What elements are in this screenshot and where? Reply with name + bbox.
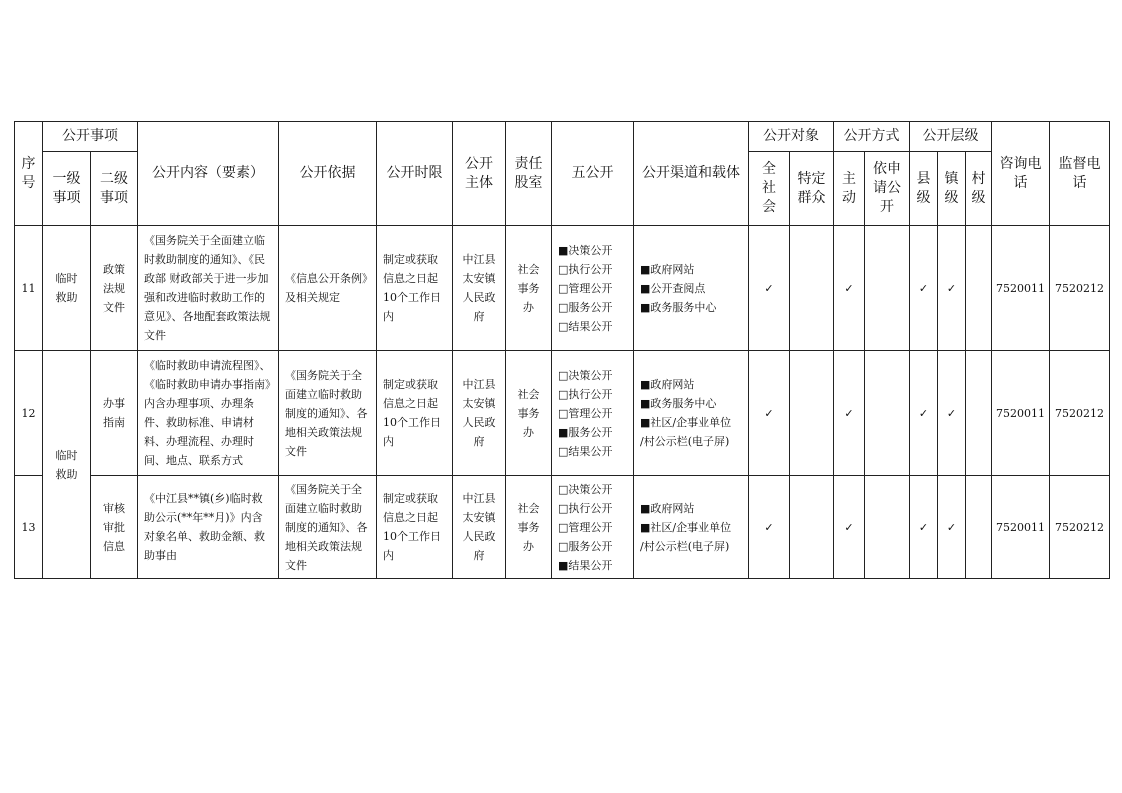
- channel-item: ■政府网站: [640, 262, 695, 276]
- row-level1: 临时救助: [43, 226, 91, 351]
- header-specific: 特定群众: [790, 152, 834, 226]
- row-five: [552, 351, 634, 476]
- row-supervise-phone: 7520212: [1050, 351, 1110, 476]
- check-county: ✓: [910, 226, 938, 351]
- five-item: □管理公开: [558, 281, 613, 295]
- five-item: □服务公开: [558, 300, 613, 314]
- channel-item: ■政务服务中心: [640, 300, 717, 314]
- row-supervise-phone: 7520212: [1050, 226, 1110, 351]
- header-level1: 一级事项: [43, 152, 91, 226]
- channel-item: ■公开查阅点: [640, 281, 706, 295]
- header-consult-phone: 咨询电话: [992, 122, 1050, 226]
- header-subject: 公开主体: [453, 122, 506, 226]
- row-level2: 办事指南: [91, 351, 138, 476]
- row-basis: 《国务院关于全面建立临时救助制度的通知》、各地相关政策法规文件: [279, 476, 377, 579]
- channel-item: ■政府网站: [640, 501, 695, 515]
- header-town: 镇级: [938, 152, 966, 226]
- row-dept: 社会事务办: [506, 476, 552, 579]
- header-county: 县级: [910, 152, 938, 226]
- five-item: □执行公开: [558, 387, 613, 401]
- header-active: 主动: [834, 152, 865, 226]
- header-content: 公开内容（要素）: [138, 122, 279, 226]
- five-item: □管理公开: [558, 520, 613, 534]
- five-item: □决策公开: [558, 368, 613, 382]
- channel-item: ■社区/企事业单位: [640, 416, 732, 429]
- header-channel: 公开渠道和载体: [634, 122, 749, 226]
- table-row: [15, 476, 1110, 579]
- five-item: □执行公开: [558, 262, 613, 276]
- five-item: ■结果公开: [558, 558, 613, 572]
- check-county: ✓: [910, 351, 938, 476]
- five-item: □服务公开: [558, 539, 613, 553]
- check-on-request: [865, 351, 910, 476]
- row-consult-phone: 7520011: [992, 226, 1050, 351]
- row-dept: 社会事务办: [506, 351, 552, 476]
- row-channel: [634, 226, 749, 351]
- header-basis: 公开依据: [279, 122, 377, 226]
- check-active: ✓: [834, 226, 865, 351]
- row-five: [552, 476, 634, 579]
- row-seq: 12: [15, 351, 43, 476]
- row-level2: 政策法规文件: [91, 226, 138, 351]
- row-supervise-phone: 7520212: [1050, 476, 1110, 579]
- row-seq: 13: [15, 476, 43, 579]
- five-item: □管理公开: [558, 406, 613, 420]
- row-subject: 中江县太安镇人民政府: [453, 476, 506, 579]
- check-on-request: [865, 476, 910, 579]
- channel-item: ■政务服务中心: [640, 397, 717, 410]
- row-time-limit: 制定或获取信息之日起10个工作日内: [377, 226, 453, 351]
- row-five: [552, 226, 634, 351]
- check-town: ✓: [938, 226, 966, 351]
- header-level2: 二级事项: [91, 152, 138, 226]
- row-time-limit: 制定或获取信息之日起10个工作日内: [377, 351, 453, 476]
- disclosure-table: [14, 121, 1110, 579]
- channel-item: /村公示栏(电子屏): [640, 435, 730, 448]
- table-row: [15, 351, 1110, 476]
- row-seq: 11: [15, 226, 43, 351]
- check-specific: [790, 476, 834, 579]
- five-item: □结果公开: [558, 444, 613, 458]
- row-content: 《国务院关于全面建立临时救助制度的通知》、《民政部 财政部关于进一步加强和改进临时救助工作的意见》、各地配套政策法规文件: [138, 226, 279, 351]
- header-method-group: 公开方式: [834, 122, 910, 152]
- header-supervise-phone: 监督电话: [1050, 122, 1110, 226]
- row-channel: [634, 476, 749, 579]
- row-dept: 社会事务办: [506, 226, 552, 351]
- row-basis: 《信息公开条例》及相关规定: [279, 226, 377, 351]
- check-village: [966, 476, 992, 579]
- table-row: [15, 226, 1110, 351]
- row-consult-phone: 7520011: [992, 476, 1050, 579]
- row-time-limit: 制定或获取信息之日起10个工作日内: [377, 476, 453, 579]
- check-specific: [790, 226, 834, 351]
- check-village: [966, 351, 992, 476]
- check-active: ✓: [834, 476, 865, 579]
- row-content: 《临时救助申请流程图》、《临时救助申请办事指南》内含办理事项、办理条件、救助标准、申请材料、办理流程、办理时间、地点、联系方式: [138, 351, 279, 476]
- row-channel: [634, 351, 749, 476]
- row-subject: 中江县太安镇人民政府: [453, 351, 506, 476]
- header-on-request: 依申请公开: [865, 152, 910, 226]
- five-item: ■决策公开: [558, 243, 613, 257]
- check-all-society: ✓: [749, 351, 790, 476]
- header-five: 五公开: [552, 122, 634, 226]
- header-level-group: 公开层级: [910, 122, 992, 152]
- five-item: ■服务公开: [558, 425, 613, 439]
- check-specific: [790, 351, 834, 476]
- check-town: ✓: [938, 351, 966, 476]
- check-active: ✓: [834, 351, 865, 476]
- check-village: [966, 226, 992, 351]
- row-content: 《中江县**镇(乡)临时救助公示(**年**月)》内含对象名单、救助金额、救助事由: [138, 476, 279, 579]
- check-county: ✓: [910, 476, 938, 579]
- header-seq: 序号: [15, 122, 43, 226]
- check-on-request: [865, 226, 910, 351]
- row-level1-merged: 临时救助: [43, 351, 91, 579]
- row-consult-phone: 7520011: [992, 351, 1050, 476]
- channel-item: ■社区/企事业单位: [640, 520, 732, 534]
- channel-item: ■政府网站: [640, 378, 695, 391]
- row-subject: 中江县太安镇人民政府: [453, 226, 506, 351]
- header-object-group: 公开对象: [749, 122, 834, 152]
- check-all-society: ✓: [749, 476, 790, 579]
- header-dept: 责任股室: [506, 122, 552, 226]
- check-all-society: ✓: [749, 226, 790, 351]
- header-items-group: 公开事项: [43, 122, 138, 152]
- five-item: □决策公开: [558, 482, 613, 496]
- five-item: □结果公开: [558, 319, 613, 333]
- header-village: 村级: [966, 152, 992, 226]
- header-all-society: 全社会: [749, 152, 790, 226]
- row-level2: 审核审批信息: [91, 476, 138, 579]
- header-row-1: [15, 122, 1110, 152]
- five-item: □执行公开: [558, 501, 613, 515]
- header-time-limit: 公开时限: [377, 122, 453, 226]
- check-town: ✓: [938, 476, 966, 579]
- channel-item: /村公示栏(电子屏): [640, 539, 730, 553]
- row-basis: 《国务院关于全面建立临时救助制度的通知》、各地相关政策法规文件: [279, 351, 377, 476]
